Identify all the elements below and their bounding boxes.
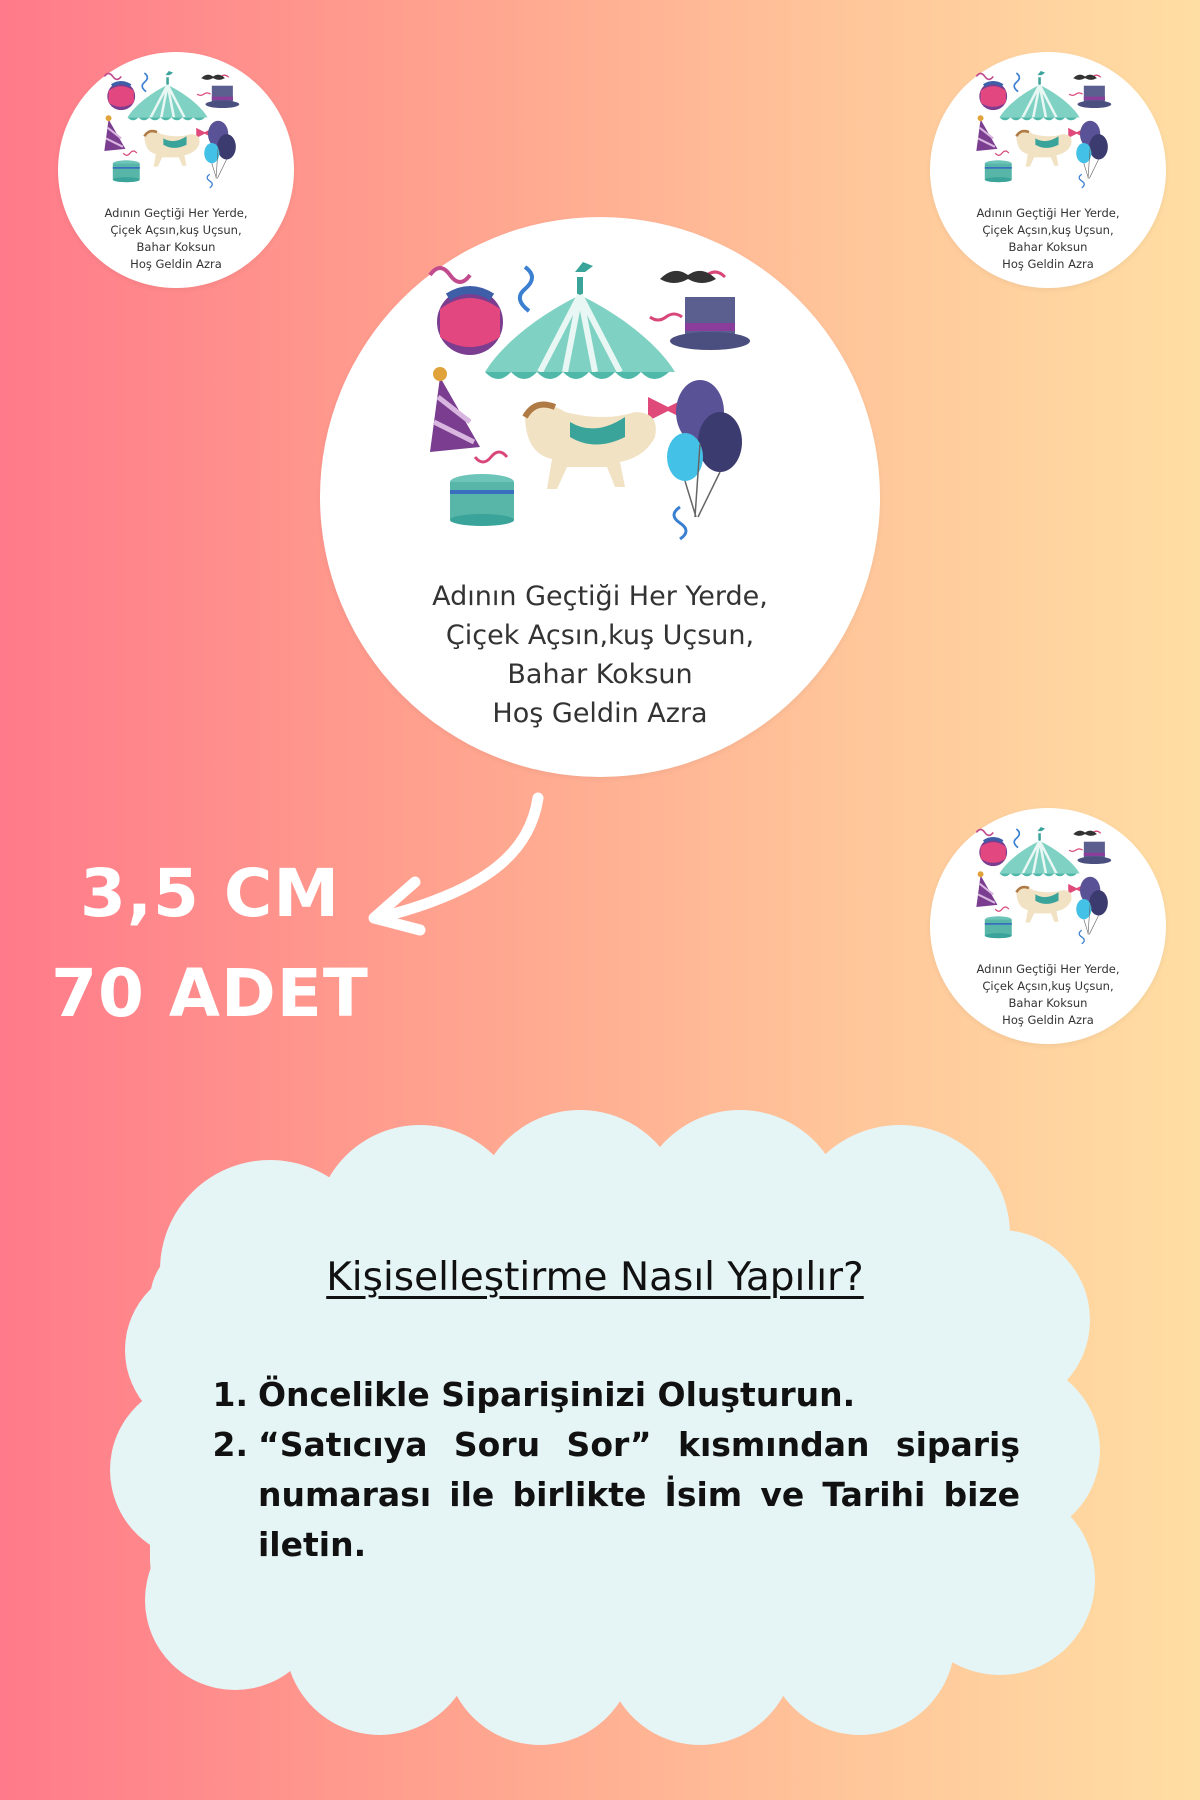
sticker-line: Çiçek Açsın,kuş Uçsun, [110,223,242,237]
sticker-line: Çiçek Açsın,kuş Uçsun, [982,223,1114,237]
sticker-line: Adının Geçtiği Her Yerde, [976,206,1120,220]
sticker-line: Çiçek Açsın,kuş Uçsun, [982,979,1114,993]
sticker-line: Adının Geçtiği Her Yerde, [976,962,1120,976]
step-text: “Satıcıya Soru Sor” kısmından sipariş numarası ile birlikte İsim ve Tarihi bize iletin. [258,1425,1020,1564]
sticker-line: Hoş Geldin Azra [492,698,708,729]
sticker-line: Adının Geçtiği Her Yerde, [432,581,768,612]
sticker-line: Hoş Geldin Azra [130,257,222,271]
step-number: 2. [212,1425,248,1464]
sticker-line: Hoş Geldin Azra [1002,257,1094,271]
sticker-line: Bahar Koksun [136,240,216,254]
sticker-line: Bahar Koksun [1008,996,1088,1010]
sticker-line: Adının Geçtiği Her Yerde, [104,206,248,220]
instructions-list [210,1370,1020,1570]
sticker-line: Hoş Geldin Azra [1002,1013,1094,1027]
size-label: 3,5 CM [79,855,340,932]
quantity-label: 70 ADET [51,955,369,1032]
step-text: Öncelikle Siparişinizi Oluşturun. [258,1375,856,1414]
sticker-line: Bahar Koksun [507,659,693,690]
list-item [210,1370,1020,1420]
instructions-title: Kişiselleştirme Nasıl Yapılır? [326,1255,864,1300]
list-item [210,1420,1020,1570]
sticker-line: Çiçek Açsın,kuş Uçsun, [445,620,755,651]
sticker-line: Bahar Koksun [1008,240,1088,254]
step-number: 1. [212,1375,248,1414]
